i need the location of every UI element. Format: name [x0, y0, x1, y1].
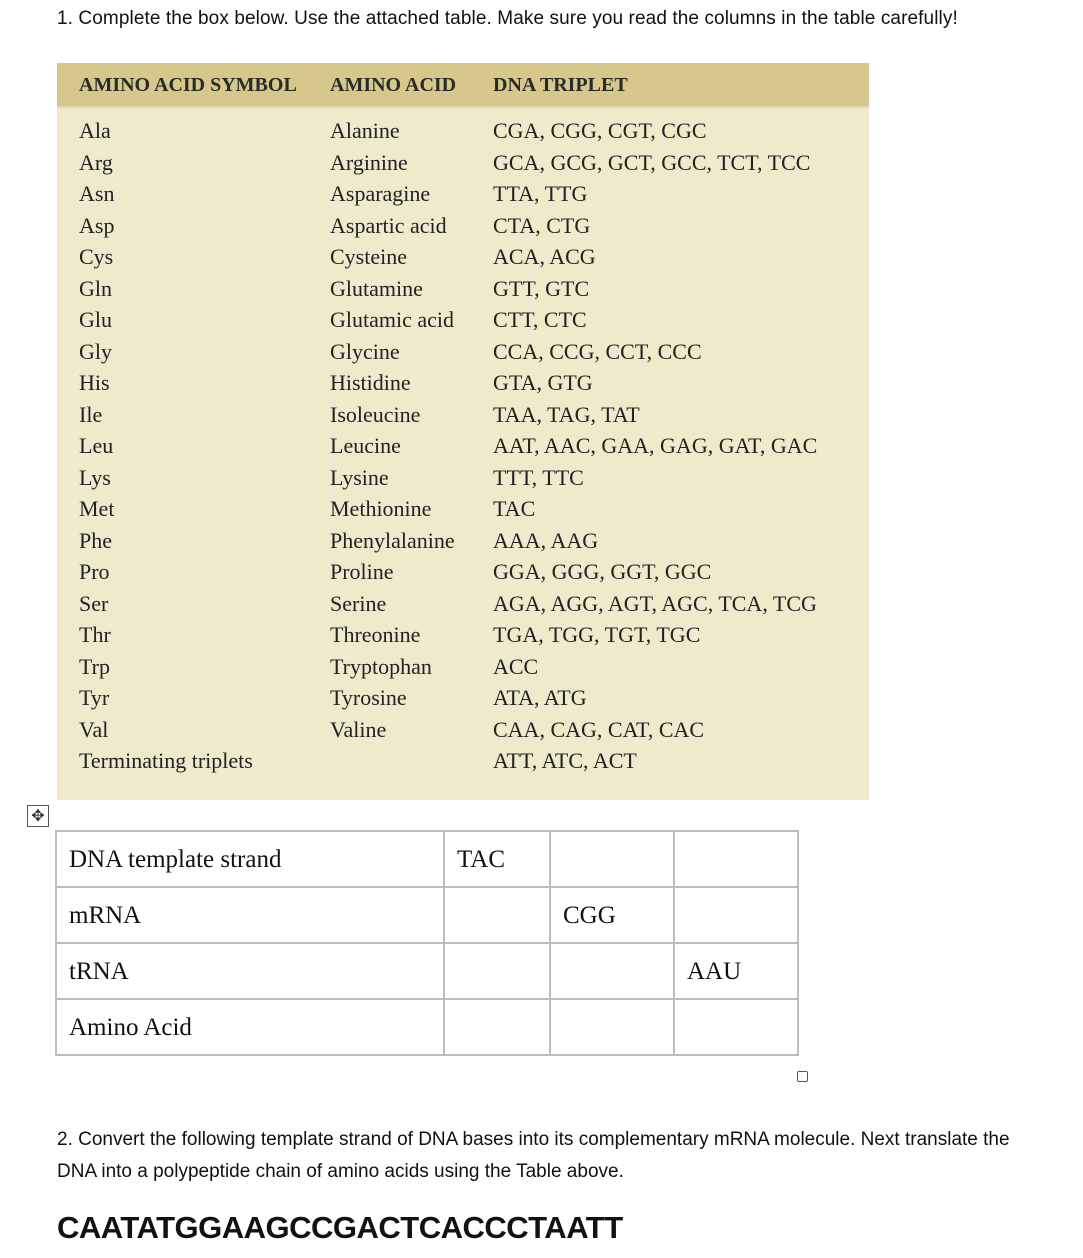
- answer-row-label: tRNA: [56, 943, 444, 999]
- amino-symbol-cell: Thr: [79, 622, 111, 647]
- dna-triplet-cell: GTT, GTC: [493, 275, 590, 301]
- amino-table-row: [57, 559, 869, 591]
- dna-triplet-cell: AGA, AGG, AGT, AGC, TCA, TCG: [493, 590, 817, 616]
- dna-triplet-cell: TGA, TGG, TGT, TGC: [493, 622, 701, 647]
- amino-table-row: [57, 591, 869, 623]
- dna-triplet-cell: GGA, GGG, GGT, GGC: [493, 559, 712, 584]
- amino-table-row: [57, 181, 869, 213]
- amino-symbol-cell: Ala: [79, 118, 111, 143]
- answer-cell[interactable]: [674, 999, 798, 1055]
- amino-acid-table: [57, 63, 869, 800]
- amino-table-row: [57, 748, 869, 780]
- amino-name-cell: Tyrosine: [330, 685, 407, 710]
- answer-cell[interactable]: [444, 943, 550, 999]
- amino-table-row: [57, 496, 869, 528]
- dna-triplet-cell: TTT, TTC: [493, 464, 584, 490]
- amino-table-row: [57, 685, 869, 717]
- amino-name-cell: Arginine: [330, 149, 408, 175]
- amino-symbol-cell: Leu: [79, 433, 114, 458]
- amino-symbol-cell: Met: [79, 496, 115, 521]
- amino-table-row: [57, 717, 869, 749]
- dna-triplet-cell: CAA, CAG, CAT, CAC: [493, 716, 705, 742]
- dna-triplet-cell: ACA, ACG: [493, 244, 596, 269]
- answer-row-label: mRNA: [56, 887, 444, 943]
- amino-symbol-cell: Asn: [79, 181, 115, 206]
- amino-table-row: [57, 244, 869, 276]
- dna-triplet-cell: ACC: [493, 653, 539, 679]
- amino-table-header: [57, 63, 869, 108]
- amino-name-cell: Phenylalanine: [330, 527, 455, 553]
- header-amino-acid-symbol: AMINO ACID SYMBOL: [79, 74, 297, 96]
- dna-triplet-cell: GCA, GCG, GCT, GCC, TCT, TCC: [493, 149, 811, 175]
- amino-symbol-cell: Gln: [79, 275, 112, 301]
- dna-triplet-cell: TAC: [493, 496, 536, 521]
- amino-name-cell: Valine: [330, 716, 387, 742]
- answer-cell[interactable]: [550, 999, 674, 1055]
- amino-symbol-cell: Asp: [79, 212, 115, 238]
- answer-row-label: DNA template strand: [56, 831, 444, 887]
- dna-triplet-cell: TTA, TTG: [493, 181, 588, 206]
- answer-grid-row: [56, 887, 798, 943]
- amino-table-row: [57, 370, 869, 402]
- answer-grid: [55, 830, 799, 1056]
- dna-triplet-cell: TAA, TAG, TAT: [493, 401, 640, 427]
- answer-cell[interactable]: TAC: [444, 831, 550, 887]
- answer-cell[interactable]: [444, 887, 550, 943]
- dna-triplet-cell: AAT, AAC, GAA, GAG, GAT, GAC: [493, 433, 818, 458]
- amino-name-cell: Threonine: [330, 622, 421, 647]
- move-icon[interactable]: ✥: [27, 805, 49, 827]
- amino-symbol-cell: His: [79, 370, 110, 395]
- amino-name-cell: Asparagine: [330, 181, 431, 206]
- answer-grid-row: [56, 999, 798, 1055]
- question-1-text: 1. Complete the box below. Use the attached table. Make sure you read the columns in the table carefully!: [57, 8, 958, 29]
- dna-triplet-cell: CGA, CGG, CGT, CGC: [493, 118, 707, 143]
- answer-cell[interactable]: [674, 831, 798, 887]
- amino-symbol-cell: Terminating triplets: [79, 748, 253, 773]
- answer-row-label: Amino Acid: [56, 999, 444, 1055]
- answer-grid-row: [56, 943, 798, 999]
- answer-grid-row: [56, 831, 798, 887]
- dna-triplet-cell: AAA, AAG: [493, 527, 599, 553]
- amino-name-cell: Methionine: [330, 496, 432, 521]
- header-dna-triplet: DNA TRIPLET: [493, 74, 628, 96]
- dna-triplet-cell: ATA, ATG: [493, 685, 587, 710]
- amino-name-cell: Cysteine: [330, 244, 407, 269]
- amino-table-row: [57, 276, 869, 308]
- amino-table-row: [57, 339, 869, 371]
- amino-symbol-cell: Ile: [79, 401, 103, 427]
- question-2-text: 2. Convert the following template strand of DNA bases into its complementary mRNA molecule. Next translate the DNA into a polypeptide chain of amino acids using the Table above.: [57, 1129, 1010, 1182]
- amino-symbol-cell: Phe: [79, 527, 112, 553]
- amino-name-cell: Isoleucine: [330, 401, 421, 427]
- dna-triplet-cell: CCA, CCG, CCT, CCC: [493, 338, 702, 364]
- amino-table-row: [57, 402, 869, 434]
- amino-name-cell: Tryptophan: [330, 653, 432, 679]
- dna-triplet-cell: GTA, GTG: [493, 370, 593, 395]
- answer-cell[interactable]: [550, 831, 674, 887]
- dna-triplet-cell: CTT, CTC: [493, 307, 587, 332]
- amino-symbol-cell: Val: [79, 716, 109, 742]
- amino-table-row: [57, 150, 869, 182]
- amino-table-row: [57, 465, 869, 497]
- amino-name-cell: Aspartic acid: [330, 212, 447, 238]
- amino-name-cell: Lysine: [330, 464, 389, 490]
- amino-symbol-cell: Gly: [79, 338, 112, 364]
- amino-name-cell: Glycine: [330, 338, 400, 364]
- amino-table-body: [57, 118, 869, 780]
- amino-table-row: [57, 307, 869, 339]
- amino-symbol-cell: Trp: [79, 653, 110, 679]
- amino-symbol-cell: Lys: [79, 464, 111, 490]
- amino-symbol-cell: Arg: [79, 149, 113, 175]
- header-amino-acid: AMINO ACID: [330, 74, 457, 96]
- amino-table-row: [57, 622, 869, 654]
- amino-table-row: [57, 654, 869, 686]
- amino-table-row: [57, 118, 869, 150]
- answer-cell[interactable]: [444, 999, 550, 1055]
- amino-name-cell: Serine: [330, 590, 387, 616]
- answer-cell[interactable]: [674, 887, 798, 943]
- dna-triplet-cell: ATT, ATC, ACT: [493, 748, 637, 773]
- dna-triplet-cell: CTA, CTG: [493, 212, 591, 238]
- amino-name-cell: Histidine: [330, 370, 411, 395]
- answer-cell[interactable]: CGG: [550, 887, 674, 943]
- amino-name-cell: Glutamic acid: [330, 307, 455, 332]
- amino-name-cell: Leucine: [330, 433, 401, 458]
- amino-name-cell: Glutamine: [330, 275, 423, 301]
- answer-cell[interactable]: [550, 943, 674, 999]
- amino-symbol-cell: Ser: [79, 590, 109, 616]
- amino-table-row: [57, 433, 869, 465]
- amino-symbol-cell: Pro: [79, 559, 110, 584]
- amino-symbol-cell: Tyr: [79, 685, 110, 710]
- amino-name-cell: Alanine: [330, 118, 400, 143]
- resize-handle-icon[interactable]: [797, 1071, 808, 1082]
- amino-symbol-cell: Cys: [79, 244, 114, 269]
- dna-sequence: CAATATGGAAGCCGACTCACCCTAATT: [57, 1210, 623, 1245]
- amino-name-cell: Proline: [330, 559, 394, 584]
- amino-table-row: [57, 528, 869, 560]
- answer-cell[interactable]: AAU: [674, 943, 798, 999]
- amino-table-row: [57, 213, 869, 245]
- amino-symbol-cell: Glu: [79, 307, 112, 332]
